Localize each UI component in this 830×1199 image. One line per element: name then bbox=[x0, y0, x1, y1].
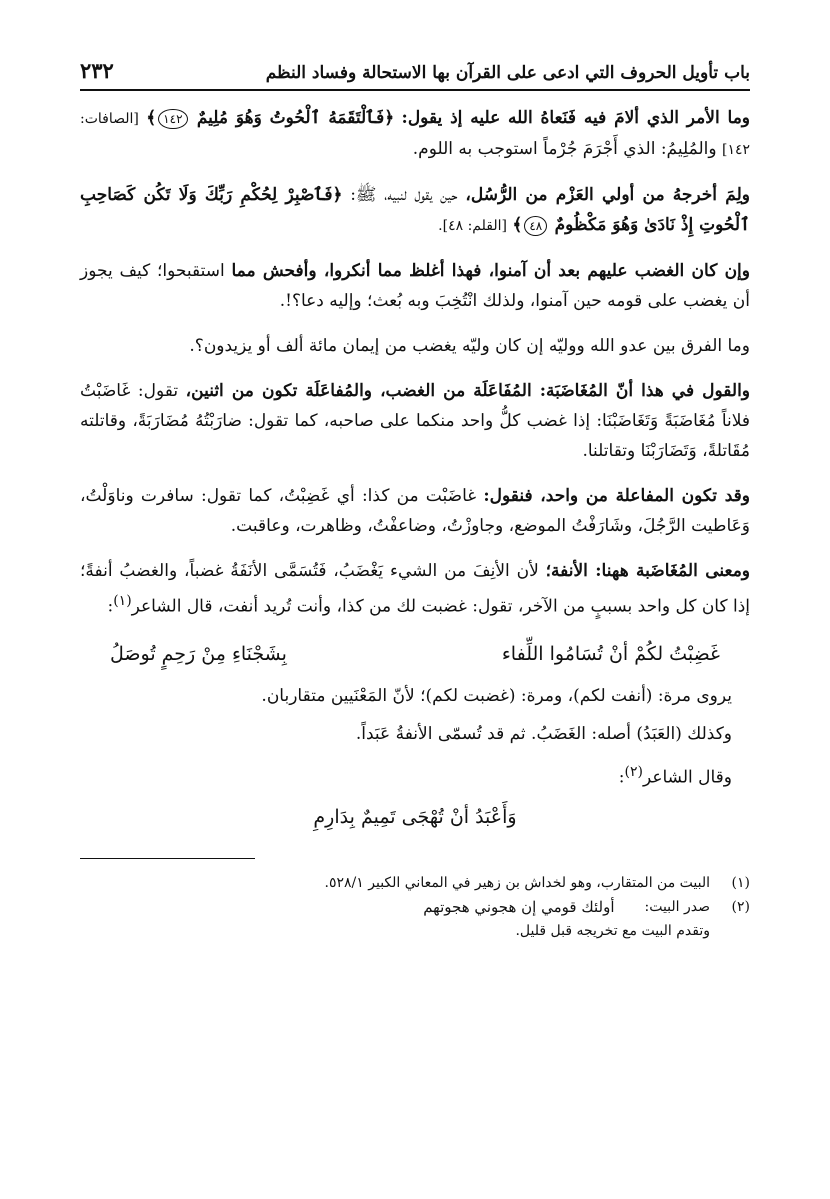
verse-reference: [الصافات: ١٤٢] bbox=[80, 111, 750, 158]
verse-2-hemistich: وَأَعْبَدُ أنْ تُهْجَى تَمِيمٌ بِدَارِمِ bbox=[313, 806, 517, 829]
verse-1-hemistich-right: غَضِبْتُ لكُمْ أنْ تُسَامُوا اللِّفاء bbox=[501, 642, 720, 665]
running-header bbox=[80, 58, 750, 89]
text-line-1: يروى مرة: (أنفت لكم)، ومرة: (غضبت لكم)؛ لأنّ المَعْنَيين متقاربان. bbox=[261, 685, 732, 706]
header-divider bbox=[80, 89, 750, 91]
footnote-marker-1[interactable]: (١) bbox=[113, 593, 132, 609]
poet-intro bbox=[80, 757, 750, 793]
ayah-number-marker: ٤٨ bbox=[524, 216, 547, 236]
footnote-divider bbox=[80, 858, 255, 859]
footnote-2-continuation: وتقدم البيت مع تخريجه قبل قليل. bbox=[515, 923, 710, 940]
footnote-1-number: (١) bbox=[731, 875, 750, 892]
colon: : bbox=[107, 596, 114, 617]
paragraph-7-text: لأن الأنِفَ من الشيء يَغْضَبُ، فَتُسَمَّى الأنَفَةُ غضباً، والغضبُ أنفةً؛ إذا كان كل واحد بسببٍ من الآخر، تقول: غضبت لك من كذا، وأنت تُريد أنفت، قال الشاعر bbox=[80, 561, 750, 617]
paragraph-3-lead: وإن كان الغضب عليهم بعد أن آمنوا، فهذا أغلظ مما أنكروا، وأفحش مما bbox=[231, 261, 750, 281]
ayah-number-marker: ١٤٢ bbox=[158, 109, 187, 129]
paragraph-5-text: تقول: غَاضَبْتُ فلاناً مُغَاضَبَةً وَتَغَاضَبْنَا: إذا غضب كلُّ واحد منكما على صاحبه، كما تقول: ضارَبْتُهُ مُضَارَبَةً، وقاتلته مُقَاتلةً، وَتَضَارَبْنَا وتقاتلنا. bbox=[80, 381, 750, 461]
text-line-2: وكذلك (العَبَدُ) أصله: الغَضَبُ. ثم قد تُسمّى الأنفةُ عَبَداً. bbox=[355, 723, 732, 744]
paragraph-3 bbox=[80, 256, 750, 316]
paragraph-1-lead: وما الأمر الذي ألامَ فيه فَنَعاهُ الله عليه إذ يقول: bbox=[401, 108, 751, 128]
colon: : bbox=[618, 767, 625, 788]
paragraph-5 bbox=[80, 376, 750, 466]
quran-verse-2: ﴿فَٱصْبِرْ لِحُكْمِ رَبِّكَ وَلَا تَكُن كَصَاحِبِ ٱلْحُوتِ إِذْ نَادَىٰ وَهُوَ مَكْظُومٌ bbox=[80, 185, 750, 235]
footnote-1-text: البيت من المتقارب، وهو لخداش بن زهير في المعاني الكبير ٥٢٨/١. bbox=[324, 875, 710, 892]
paragraph-3-text: استقبحوا؛ كيف يجوز أن يغضب على قومه حين آمنوا، ولذلك انْتُخِبَ وبه بُعث؛ وإليه دعا؟!. bbox=[80, 261, 750, 311]
paragraph-7 bbox=[80, 556, 750, 622]
paragraph-7-lead: ومعنى المُغَاضَبة ههنا: الأنفة؛ bbox=[545, 561, 751, 581]
footnote-marker-2[interactable]: (٢) bbox=[624, 763, 643, 780]
paragraph-2: ولِمَ أخرجهُ من أولي العَزْم من الرُّسُل، حين يقول لنبيه، ﷺ: ﴿فَٱصْبِرْ لِحُكْمِ رَبِّكَ وَلَا تَكُن كَصَاحِبِ ٱلْحُوتِ إِذْ نَادَىٰ وَهُوَ مَكْظُومٌ ٤٨﴾ [القلم: ٤٨]. bbox=[80, 185, 750, 235]
footnote-2 bbox=[80, 895, 750, 919]
footnotes bbox=[80, 871, 750, 943]
paragraph-6-lead: وقد تكون المفاعلة من واحد، فنقول: bbox=[483, 486, 750, 506]
paragraph-2-lead: ولِمَ أخرجهُ من أولي العَزْم من الرُّسُل، bbox=[465, 185, 750, 205]
paragraph-5-lead: والقول في هذا أنّ المُغَاضَبَة: المُفَاعَلَة من الغضب، والمُفاعَلَة تكون من اثنين، bbox=[185, 381, 751, 401]
footnote-2-verse: أولئك قومي إن هجوني هجوتهم bbox=[423, 898, 615, 917]
poetry-verse-2 bbox=[80, 800, 750, 834]
footnote-2-label: صدر البيت: bbox=[644, 899, 710, 916]
poetry-verse-1 bbox=[80, 637, 750, 671]
verse-1-hemistich-left: بِشَجْنَاءِ مِنْ رَحِمٍ تُوصَلُ bbox=[110, 642, 287, 665]
verse-reference: [القلم: ٤٨]. bbox=[438, 218, 507, 234]
paragraph-1-text: والمُلِيمُ: الذي أَجْرَمَ جُرْماً استوجب به اللوم. bbox=[412, 139, 717, 159]
paragraph-2-text: حين يقول لنبيه، ﷺ: bbox=[350, 185, 458, 205]
paragraph-1: وما الأمر الذي ألامَ فيه فَنَعاهُ الله عليه إذ يقول: ﴿فَٱلْتَقَمَهُ ٱلْحُوتُ وَهُوَ مُلِيمٌ ١٤٢﴾ [الصافات: ١٤٢] والمُلِيمُ: الذي أَجْرَمَ جُرْماً استوجب به اللوم. bbox=[80, 108, 751, 159]
poet-intro-text: وقال الشاعر bbox=[642, 767, 732, 788]
paragraph-6-text: غاضَبْت من كذا: أي غَضِبْتُ، كما تقول: سافرت وناوَلْتُ، وَعَاطيت الرَّجُلَ، وشَارَفْتُ الموضع، وجاوزْتُ، وضاعفْتُ، وظاهرت، وعاقبت. bbox=[80, 486, 750, 536]
footnote-2-number: (٢) bbox=[731, 899, 750, 916]
footnote-1 bbox=[80, 871, 750, 895]
chapter-title: باب تأويل الحروف التي ادعى على القرآن بها الاستحالة وفساد النظم bbox=[265, 63, 750, 83]
quran-verse-1: ﴿فَٱلْتَقَمَهُ ٱلْحُوتُ وَهُوَ مُلِيمٌ bbox=[196, 108, 395, 128]
paragraph-4: وما الفرق بين عدو الله ووليّه إن كان وليّه يغضب من إيمان مائة ألف أو يزيدون؟. bbox=[189, 336, 750, 356]
paragraph-6 bbox=[80, 481, 750, 541]
page-number: ٢٣٢ bbox=[80, 58, 114, 83]
